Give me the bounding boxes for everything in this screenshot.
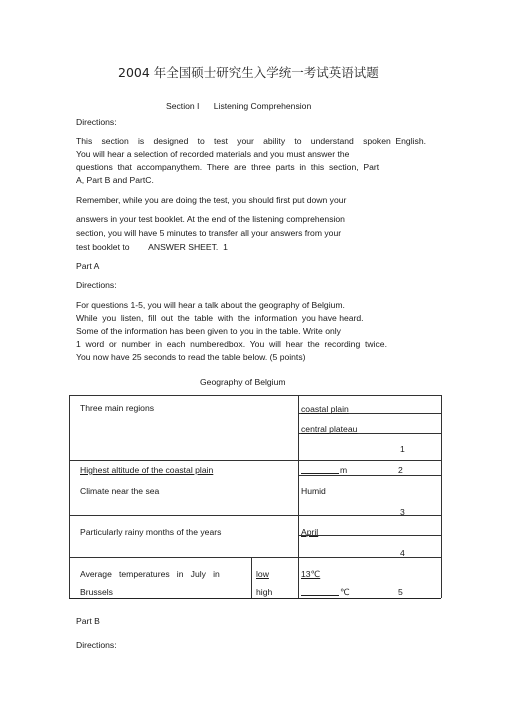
directions-line-1: This section is designed to test your ability to understand spoken English. [76,136,426,146]
remember-line-4: test booklet to ANSWER SHEET. 1 [76,242,228,252]
page-title: 2004 年全国硕士研究生入学统一考试英语试题 [118,65,379,80]
question-number-1: 1 [400,444,405,454]
altitude-unit: m [340,465,348,475]
question-number-5: 5 [398,587,403,597]
remember-line-3: section, you will have 5 minutes to transfer all your answers from your [76,228,342,238]
table-caption: Geography of Belgium [200,377,286,387]
row-temperature-label: Average temperatures in July in [80,569,220,579]
part-a-line-3: Some of the information has been given to you in the table. Write only [76,326,341,336]
part-b-directions-label: Directions: [76,640,117,650]
temp-low-value: 13℃ [301,569,321,579]
remember-line-1: Remember, while you are doing the test, you should first put down your [76,195,347,205]
question-number-3: 3 [400,507,405,517]
directions-line-4: A, Part B and PartC. [76,175,154,185]
part-a-label: Part A [76,261,100,271]
part-a-line-2: While you listen, fill out the table with the information you have heard. [76,313,364,323]
part-a-line-4: 1 word or number in each numberedbox. You will hear the recording twice. [76,339,387,349]
region-coastal-plain: coastal plain [301,404,349,414]
directions-line-2: You will hear a selection of recorded materials and you must answer the [76,149,350,159]
part-b-label: Part B [76,616,100,626]
row-regions-label: Three main regions [80,403,155,413]
question-number-4: 4 [400,548,405,558]
section-heading: Section I Listening Comprehension [166,101,312,111]
temp-low-label: low [256,569,269,579]
row-altitude-label: Highest altitude of the coastal plain [80,465,214,475]
part-a-line-5: You now have 25 seconds to read the table below. (5 points) [76,352,306,362]
rainy-month-value: April [301,527,319,537]
region-central-plateau: central plateau [301,424,358,434]
temp-high-label: high [256,587,273,597]
remember-line-2: answers in your test booklet. At the end of the listening comprehension [76,214,345,224]
row-temperature-label-city: Brussels [80,587,113,597]
row-climate-label: Climate near the sea [80,486,160,496]
answer-blank-2[interactable] [301,465,339,474]
temp-high-unit: ℃ [340,587,350,597]
part-a-line-1: For questions 1-5, you will hear a talk about the geography of Belgium. [76,300,345,310]
directions-line-3: questions that accompanythem. There are three parts in this section, Part [76,162,380,172]
question-number-2: 2 [398,465,403,475]
part-a-directions-label: Directions: [76,280,117,290]
answer-blank-5[interactable] [301,587,339,596]
directions-label: Directions: [76,117,117,127]
climate-value: Humid [301,486,326,496]
row-rainy-months-label: Particularly rainy months of the years [80,527,222,537]
